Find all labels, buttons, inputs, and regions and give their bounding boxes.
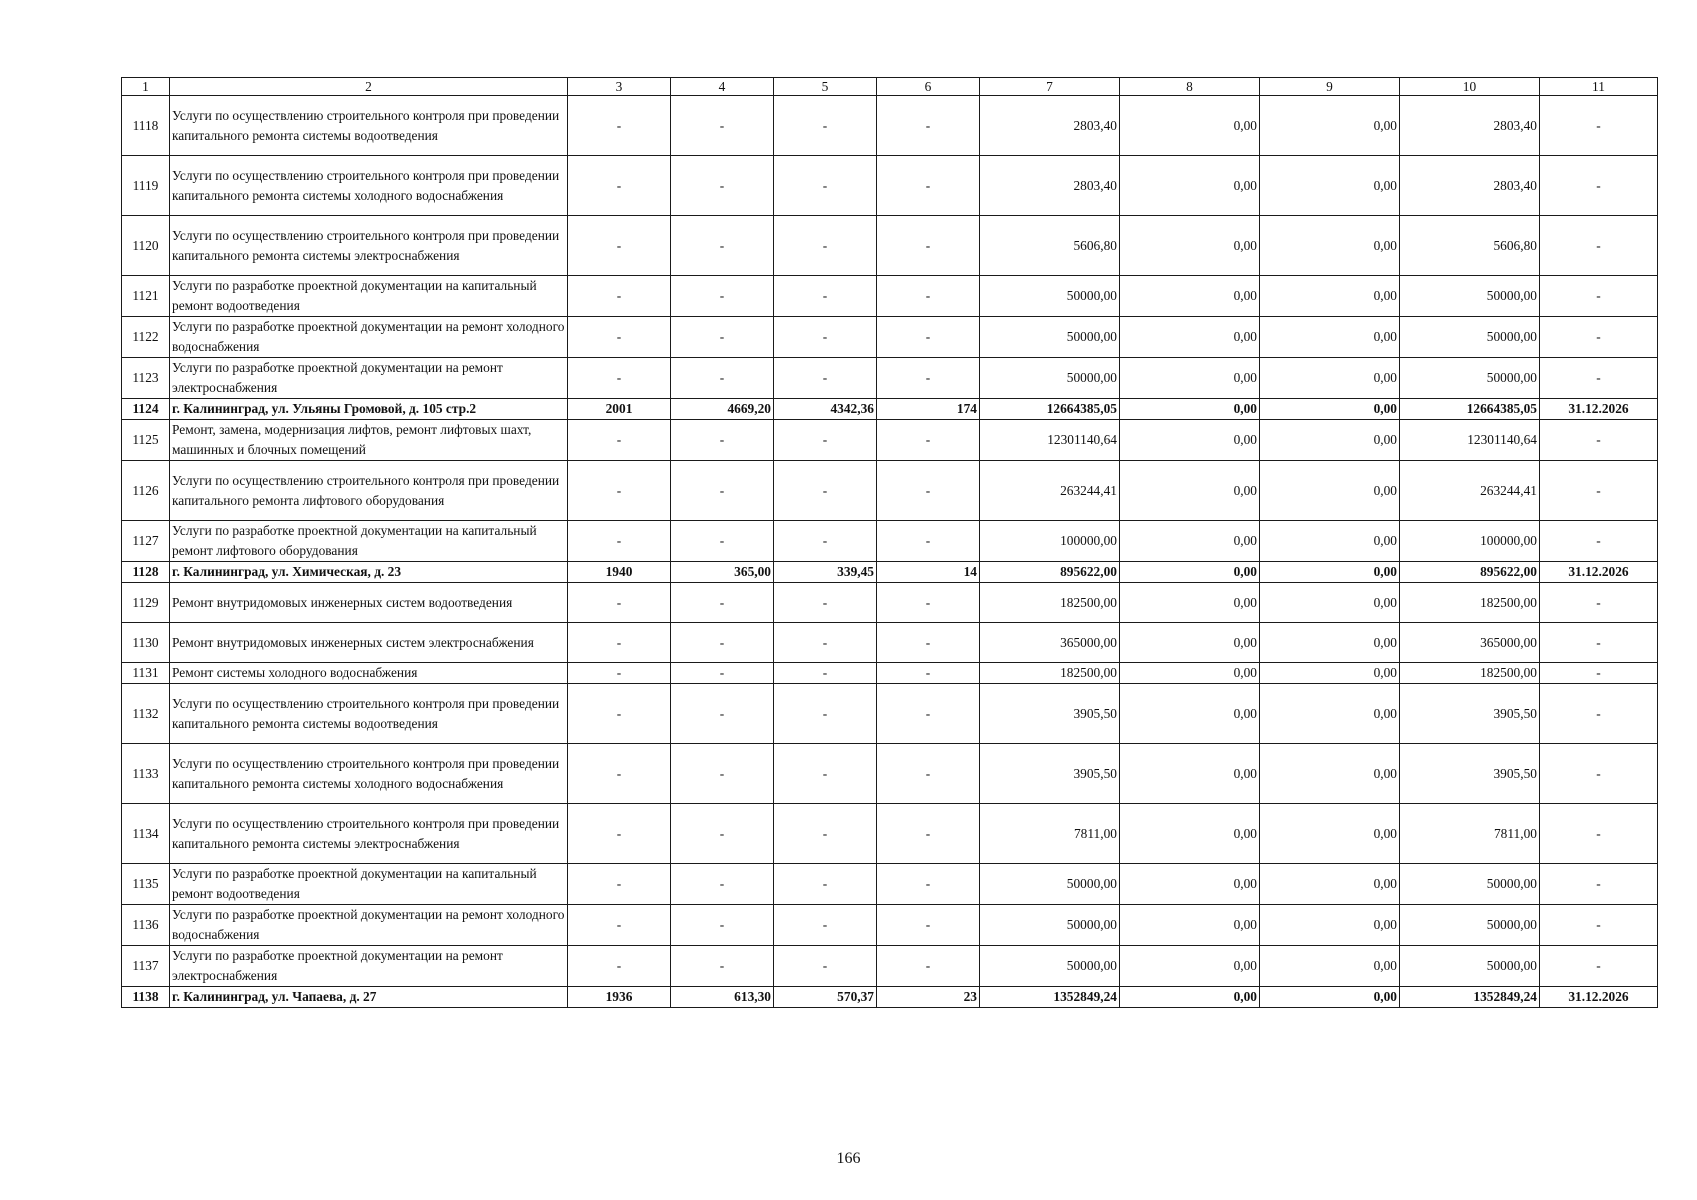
cell-col9: 0,00: [1260, 744, 1400, 804]
cell-col6: -: [877, 583, 980, 623]
cell-col4: -: [671, 663, 774, 684]
cell-col3: -: [568, 804, 671, 864]
cell-col5: -: [774, 420, 877, 461]
cell-col5: 339,45: [774, 562, 877, 583]
cell-col11: -: [1540, 684, 1658, 744]
cell-col3: 1936: [568, 987, 671, 1008]
cell-col6: -: [877, 216, 980, 276]
cell-col8: 0,00: [1120, 276, 1260, 317]
row-number: 1135: [122, 864, 170, 905]
cell-col10: 182500,00: [1400, 583, 1540, 623]
cell-col11: -: [1540, 623, 1658, 663]
work-name: Услуги по осуществлению строительного контроля при проведении капитального ремонта системы холодного водоснабжения: [170, 156, 568, 216]
work-name: Услуги по осуществлению строительного контроля при проведении капитального ремонта системы электроснабжения: [170, 804, 568, 864]
cell-col4: -: [671, 521, 774, 562]
cell-col9: 0,00: [1260, 420, 1400, 461]
cell-col10: 12301140,64: [1400, 420, 1540, 461]
cell-col10: 7811,00: [1400, 804, 1540, 864]
cell-col3: -: [568, 156, 671, 216]
work-row: [122, 96, 1658, 156]
cell-col5: 4342,36: [774, 399, 877, 420]
cell-col5: -: [774, 864, 877, 905]
program-table: [121, 77, 1658, 1008]
row-number: 1130: [122, 623, 170, 663]
cell-col11: -: [1540, 946, 1658, 987]
cell-col8: 0,00: [1120, 663, 1260, 684]
cell-col6: 23: [877, 987, 980, 1008]
work-name: Услуги по разработке проектной документации на ремонт электроснабжения: [170, 946, 568, 987]
cell-col8: 0,00: [1120, 216, 1260, 276]
cell-col3: -: [568, 317, 671, 358]
work-row: [122, 156, 1658, 216]
cell-col3: -: [568, 905, 671, 946]
cell-col7: 2803,40: [980, 96, 1120, 156]
work-name: Услуги по осуществлению строительного контроля при проведении капитального ремонта системы холодного водоснабжения: [170, 744, 568, 804]
row-number: 1133: [122, 744, 170, 804]
cell-col8: 0,00: [1120, 864, 1260, 905]
cell-col9: 0,00: [1260, 358, 1400, 399]
cell-col6: -: [877, 663, 980, 684]
cell-col3: -: [568, 864, 671, 905]
cell-col4: -: [671, 358, 774, 399]
cell-col4: -: [671, 623, 774, 663]
work-name: Ремонт, замена, модернизация лифтов, ремонт лифтовых шахт, машинных и блочных помещений: [170, 420, 568, 461]
cell-col5: -: [774, 521, 877, 562]
cell-col4: -: [671, 156, 774, 216]
row-number: 1125: [122, 420, 170, 461]
cell-col11: -: [1540, 804, 1658, 864]
cell-col7: 5606,80: [980, 216, 1120, 276]
cell-col5: -: [774, 744, 877, 804]
cell-col3: -: [568, 521, 671, 562]
cell-col8: 0,00: [1120, 905, 1260, 946]
work-row: [122, 317, 1658, 358]
work-row: [122, 216, 1658, 276]
work-row: [122, 623, 1658, 663]
cell-col4: 365,00: [671, 562, 774, 583]
cell-col4: -: [671, 684, 774, 744]
cell-col6: 174: [877, 399, 980, 420]
cell-col9: 0,00: [1260, 96, 1400, 156]
cell-col8: 0,00: [1120, 317, 1260, 358]
row-number: 1122: [122, 317, 170, 358]
cell-col10: 12664385,05: [1400, 399, 1540, 420]
cell-col9: 0,00: [1260, 216, 1400, 276]
cell-col5: -: [774, 804, 877, 864]
work-row: [122, 583, 1658, 623]
row-number: 1119: [122, 156, 170, 216]
cell-col6: -: [877, 521, 980, 562]
cell-col7: 12301140,64: [980, 420, 1120, 461]
work-name: Услуги по осуществлению строительного контроля при проведении капитального ремонта лифтового оборудования: [170, 461, 568, 521]
cell-col10: 895622,00: [1400, 562, 1540, 583]
cell-col5: -: [774, 663, 877, 684]
cell-col11: -: [1540, 864, 1658, 905]
cell-col8: 0,00: [1120, 987, 1260, 1008]
cell-col9: 0,00: [1260, 156, 1400, 216]
cell-col8: 0,00: [1120, 96, 1260, 156]
work-name: Услуги по осуществлению строительного контроля при проведении капитального ремонта системы водоотведения: [170, 96, 568, 156]
cell-col11: -: [1540, 156, 1658, 216]
cell-col9: 0,00: [1260, 804, 1400, 864]
cell-col4: -: [671, 317, 774, 358]
cell-col10: 3905,50: [1400, 744, 1540, 804]
cell-col7: 50000,00: [980, 946, 1120, 987]
cell-col7: 12664385,05: [980, 399, 1120, 420]
cell-col7: 50000,00: [980, 317, 1120, 358]
header-cell-3: 3: [568, 78, 671, 96]
work-name: Ремонт внутридомовых инженерных систем водоотведения: [170, 583, 568, 623]
cell-col11: 31.12.2026: [1540, 987, 1658, 1008]
work-row: [122, 420, 1658, 461]
cell-col7: 365000,00: [980, 623, 1120, 663]
cell-col7: 50000,00: [980, 358, 1120, 399]
cell-col3: -: [568, 623, 671, 663]
cell-col8: 0,00: [1120, 420, 1260, 461]
cell-col7: 895622,00: [980, 562, 1120, 583]
cell-col4: -: [671, 420, 774, 461]
cell-col3: 2001: [568, 399, 671, 420]
cell-col4: -: [671, 744, 774, 804]
cell-col10: 100000,00: [1400, 521, 1540, 562]
cell-col8: 0,00: [1120, 583, 1260, 623]
cell-col3: -: [568, 461, 671, 521]
cell-col3: -: [568, 744, 671, 804]
row-number: 1118: [122, 96, 170, 156]
cell-col10: 50000,00: [1400, 946, 1540, 987]
cell-col8: 0,00: [1120, 562, 1260, 583]
cell-col4: 613,30: [671, 987, 774, 1008]
row-number: 1128: [122, 562, 170, 583]
work-name: Услуги по разработке проектной документации на капитальный ремонт лифтового оборудования: [170, 521, 568, 562]
cell-col6: -: [877, 461, 980, 521]
cell-col5: -: [774, 156, 877, 216]
cell-col8: 0,00: [1120, 521, 1260, 562]
cell-col4: 4669,20: [671, 399, 774, 420]
cell-col7: 182500,00: [980, 663, 1120, 684]
cell-col8: 0,00: [1120, 946, 1260, 987]
cell-col9: 0,00: [1260, 317, 1400, 358]
cell-col9: 0,00: [1260, 399, 1400, 420]
cell-col6: -: [877, 905, 980, 946]
cell-col10: 50000,00: [1400, 276, 1540, 317]
cell-col3: -: [568, 583, 671, 623]
cell-col7: 182500,00: [980, 583, 1120, 623]
work-row: [122, 358, 1658, 399]
cell-col4: -: [671, 864, 774, 905]
row-number: 1120: [122, 216, 170, 276]
header-cell-2: 2: [170, 78, 568, 96]
header-cell-7: 7: [980, 78, 1120, 96]
cell-col3: -: [568, 684, 671, 744]
cell-col6: -: [877, 317, 980, 358]
work-row: [122, 684, 1658, 744]
cell-col10: 3905,50: [1400, 684, 1540, 744]
cell-col8: 0,00: [1120, 358, 1260, 399]
row-number: 1137: [122, 946, 170, 987]
cell-col11: -: [1540, 905, 1658, 946]
cell-col3: -: [568, 96, 671, 156]
cell-col8: 0,00: [1120, 156, 1260, 216]
cell-col3: 1940: [568, 562, 671, 583]
header-cell-6: 6: [877, 78, 980, 96]
cell-col10: 5606,80: [1400, 216, 1540, 276]
cell-col10: 263244,41: [1400, 461, 1540, 521]
cell-col6: -: [877, 864, 980, 905]
cell-col9: 0,00: [1260, 623, 1400, 663]
cell-col7: 3905,50: [980, 684, 1120, 744]
cell-col11: -: [1540, 663, 1658, 684]
work-name: г. Калининград, ул. Химическая, д. 23: [170, 562, 568, 583]
cell-col9: 0,00: [1260, 461, 1400, 521]
cell-col8: 0,00: [1120, 399, 1260, 420]
cell-col5: -: [774, 623, 877, 663]
cell-col4: -: [671, 804, 774, 864]
header-cell-8: 8: [1120, 78, 1260, 96]
row-number: 1138: [122, 987, 170, 1008]
cell-col7: 50000,00: [980, 905, 1120, 946]
cell-col6: -: [877, 744, 980, 804]
cell-col11: -: [1540, 420, 1658, 461]
cell-col10: 50000,00: [1400, 905, 1540, 946]
cell-col10: 50000,00: [1400, 864, 1540, 905]
cell-col4: -: [671, 946, 774, 987]
cell-col5: -: [774, 684, 877, 744]
work-row: [122, 521, 1658, 562]
cell-col4: -: [671, 216, 774, 276]
row-number: 1136: [122, 905, 170, 946]
cell-col11: -: [1540, 276, 1658, 317]
cell-col9: 0,00: [1260, 905, 1400, 946]
column-number-row: [122, 78, 1658, 96]
cell-col5: -: [774, 946, 877, 987]
cell-col6: -: [877, 420, 980, 461]
cell-col7: 7811,00: [980, 804, 1120, 864]
cell-col6: -: [877, 358, 980, 399]
cell-col9: 0,00: [1260, 684, 1400, 744]
row-number: 1123: [122, 358, 170, 399]
cell-col11: -: [1540, 317, 1658, 358]
cell-col10: 2803,40: [1400, 156, 1540, 216]
cell-col11: 31.12.2026: [1540, 399, 1658, 420]
cell-col3: -: [568, 946, 671, 987]
work-name: Услуги по разработке проектной документации на капитальный ремонт водоотведения: [170, 864, 568, 905]
cell-col5: -: [774, 317, 877, 358]
cell-col4: -: [671, 96, 774, 156]
cell-col7: 1352849,24: [980, 987, 1120, 1008]
cell-col9: 0,00: [1260, 276, 1400, 317]
work-name: Услуги по разработке проектной документации на капитальный ремонт водоотведения: [170, 276, 568, 317]
cell-col11: -: [1540, 216, 1658, 276]
cell-col3: -: [568, 358, 671, 399]
cell-col11: 31.12.2026: [1540, 562, 1658, 583]
cell-col6: -: [877, 804, 980, 864]
cell-col10: 2803,40: [1400, 96, 1540, 156]
cell-col11: -: [1540, 96, 1658, 156]
cell-col3: -: [568, 276, 671, 317]
row-number: 1131: [122, 663, 170, 684]
cell-col7: 50000,00: [980, 276, 1120, 317]
header-cell-1: 1: [122, 78, 170, 96]
cell-col5: -: [774, 461, 877, 521]
work-name: Услуги по разработке проектной документации на ремонт холодного водоснабжения: [170, 905, 568, 946]
header-cell-11: 11: [1540, 78, 1658, 96]
header-cell-9: 9: [1260, 78, 1400, 96]
cell-col7: 100000,00: [980, 521, 1120, 562]
cell-col11: -: [1540, 521, 1658, 562]
work-name: Услуги по осуществлению строительного контроля при проведении капитального ремонта системы водоотведения: [170, 684, 568, 744]
work-name: Услуги по разработке проектной документации на ремонт холодного водоснабжения: [170, 317, 568, 358]
work-row: [122, 864, 1658, 905]
cell-col10: 50000,00: [1400, 317, 1540, 358]
work-row: [122, 744, 1658, 804]
row-number: 1126: [122, 461, 170, 521]
cell-col4: -: [671, 461, 774, 521]
cell-col5: -: [774, 96, 877, 156]
work-name: Ремонт системы холодного водоснабжения: [170, 663, 568, 684]
cell-col11: -: [1540, 358, 1658, 399]
cell-col10: 50000,00: [1400, 358, 1540, 399]
row-number: 1124: [122, 399, 170, 420]
cell-col9: 0,00: [1260, 562, 1400, 583]
address-row: [122, 562, 1658, 583]
cell-col11: -: [1540, 744, 1658, 804]
row-number: 1132: [122, 684, 170, 744]
cell-col7: 3905,50: [980, 744, 1120, 804]
cell-col4: -: [671, 905, 774, 946]
cell-col5: 570,37: [774, 987, 877, 1008]
cell-col7: 50000,00: [980, 864, 1120, 905]
cell-col9: 0,00: [1260, 946, 1400, 987]
cell-col10: 182500,00: [1400, 663, 1540, 684]
cell-col5: -: [774, 583, 877, 623]
cell-col6: -: [877, 684, 980, 744]
work-name: Ремонт внутридомовых инженерных систем электроснабжения: [170, 623, 568, 663]
row-number: 1134: [122, 804, 170, 864]
cell-col8: 0,00: [1120, 684, 1260, 744]
cell-col10: 1352849,24: [1400, 987, 1540, 1008]
cell-col9: 0,00: [1260, 864, 1400, 905]
row-number: 1129: [122, 583, 170, 623]
cell-col4: -: [671, 583, 774, 623]
page-number: 166: [836, 1150, 861, 1167]
cell-col5: -: [774, 905, 877, 946]
work-name: г. Калининград, ул. Ульяны Громовой, д. 105 стр.2: [170, 399, 568, 420]
cell-col6: -: [877, 276, 980, 317]
work-name: Услуги по осуществлению строительного контроля при проведении капитального ремонта системы электроснабжения: [170, 216, 568, 276]
cell-col5: -: [774, 216, 877, 276]
cell-col6: -: [877, 946, 980, 987]
cell-col11: -: [1540, 461, 1658, 521]
cell-col6: 14: [877, 562, 980, 583]
row-number: 1127: [122, 521, 170, 562]
work-row: [122, 946, 1658, 987]
header-cell-4: 4: [671, 78, 774, 96]
cell-col11: -: [1540, 583, 1658, 623]
cell-col10: 365000,00: [1400, 623, 1540, 663]
work-name: Услуги по разработке проектной документации на ремонт электроснабжения: [170, 358, 568, 399]
work-row: [122, 461, 1658, 521]
address-row: [122, 987, 1658, 1008]
cell-col8: 0,00: [1120, 744, 1260, 804]
cell-col5: -: [774, 358, 877, 399]
cell-col6: -: [877, 623, 980, 663]
cell-col8: 0,00: [1120, 804, 1260, 864]
work-row: [122, 276, 1658, 317]
cell-col3: -: [568, 216, 671, 276]
cell-col4: -: [671, 276, 774, 317]
work-name: г. Калининград, ул. Чапаева, д. 27: [170, 987, 568, 1008]
cell-col6: -: [877, 96, 980, 156]
cell-col9: 0,00: [1260, 987, 1400, 1008]
work-row: [122, 905, 1658, 946]
cell-col9: 0,00: [1260, 583, 1400, 623]
cell-col3: -: [568, 420, 671, 461]
cell-col9: 0,00: [1260, 521, 1400, 562]
header-cell-5: 5: [774, 78, 877, 96]
cell-col8: 0,00: [1120, 461, 1260, 521]
cell-col5: -: [774, 276, 877, 317]
address-row: [122, 399, 1658, 420]
header-cell-10: 10: [1400, 78, 1540, 96]
cell-col7: 263244,41: [980, 461, 1120, 521]
cell-col9: 0,00: [1260, 663, 1400, 684]
cell-col7: 2803,40: [980, 156, 1120, 216]
cell-col6: -: [877, 156, 980, 216]
cell-col3: -: [568, 663, 671, 684]
cell-col8: 0,00: [1120, 623, 1260, 663]
work-row: [122, 804, 1658, 864]
row-number: 1121: [122, 276, 170, 317]
work-row: [122, 663, 1658, 684]
